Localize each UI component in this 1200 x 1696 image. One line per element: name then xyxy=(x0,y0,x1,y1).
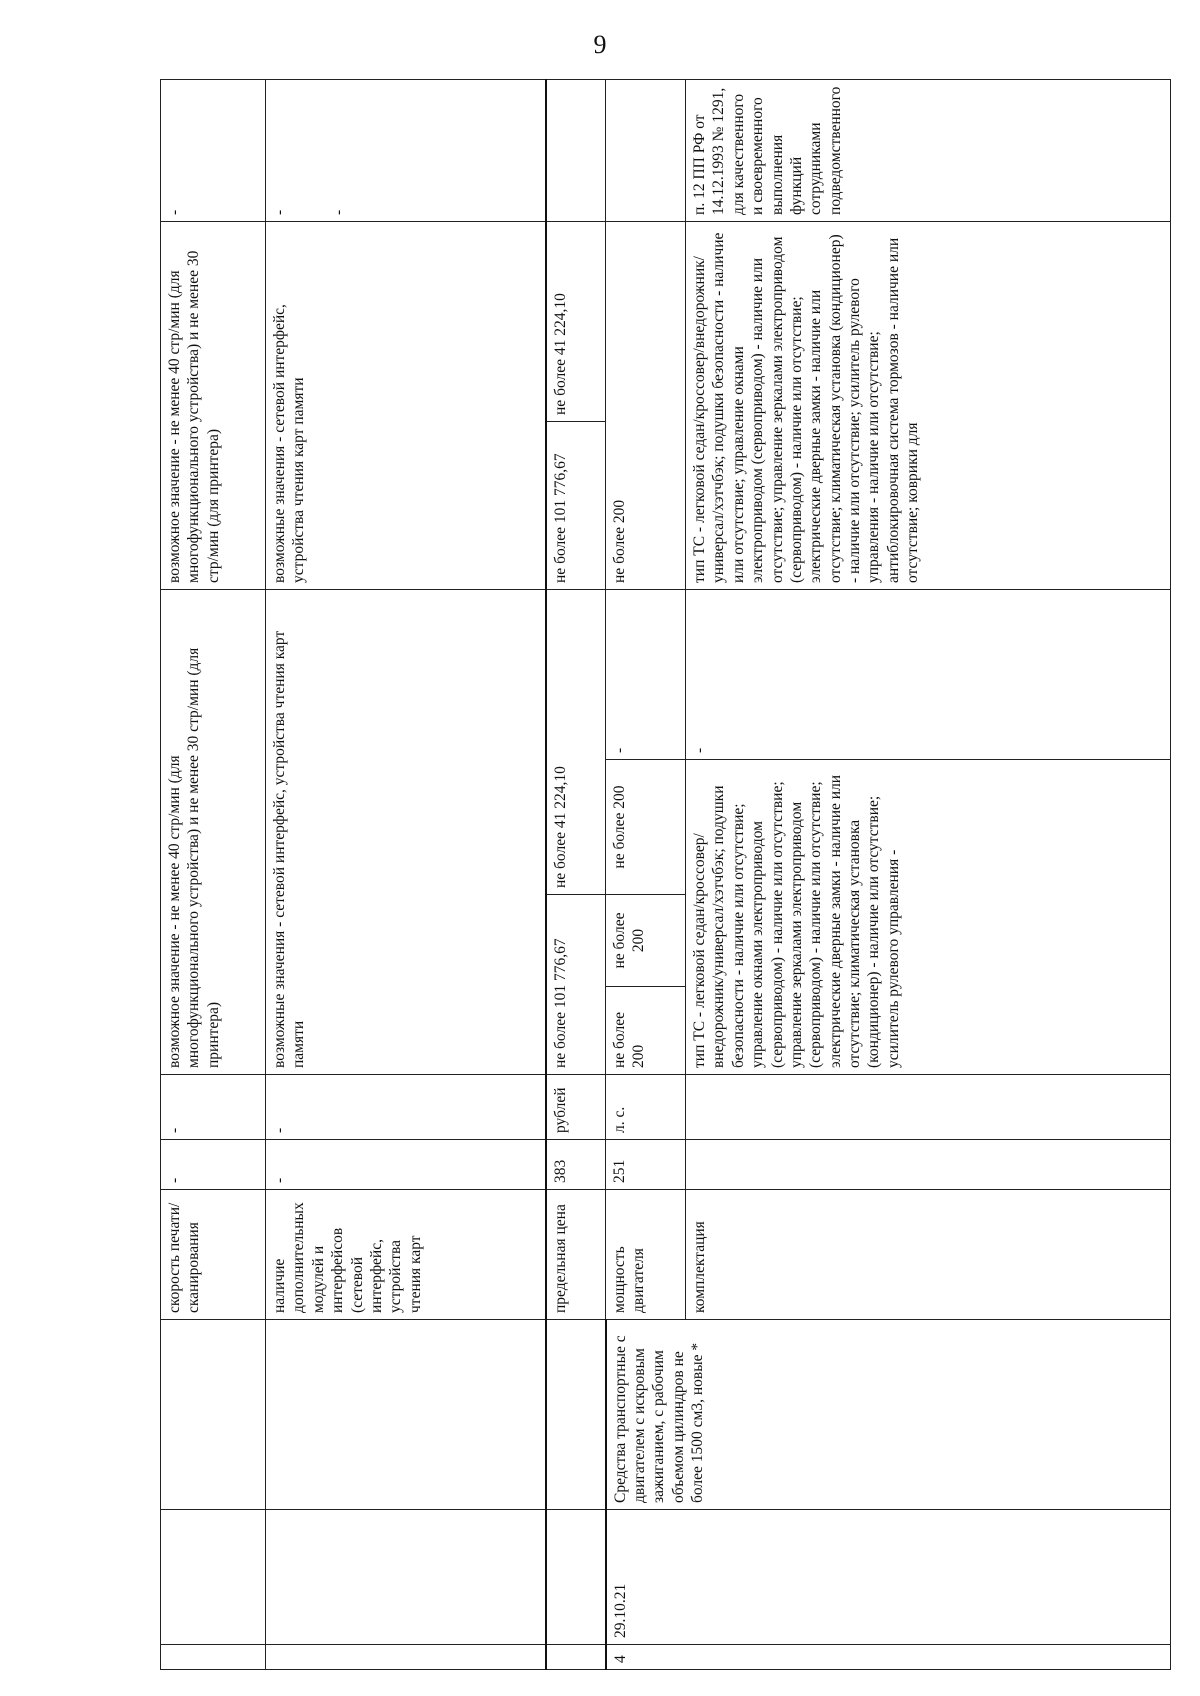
code-cell: - xyxy=(161,1140,266,1190)
power-head-c-cell: не более 200 xyxy=(606,760,686,895)
item-name-cell: Средства транспортные с двигателем с искровым зажиганием, с рабочим объемом цилиндров не более 1500 см3, новые * xyxy=(606,1320,1171,1510)
characteristic-cell: комплектация xyxy=(686,1190,1171,1320)
justification-cell xyxy=(266,79,546,221)
price-other-b-cell: не более 41 224,10 xyxy=(546,221,606,421)
page-number: 9 xyxy=(593,30,607,59)
okpd2-cell xyxy=(266,1510,546,1645)
okpd2-cell xyxy=(161,1510,266,1645)
name-cell xyxy=(546,1320,606,1510)
power-head-b-cell: не более 200 xyxy=(606,895,686,987)
rotated-table-wrapper xyxy=(160,80,1170,1670)
justification-dash-extra: - xyxy=(330,209,348,215)
equipment-head-a-cell: тип ТС - легковой седан/кроссовер/внедорожник/универсал/хэтчбэк; подушки безопасности - наличие или отсутствие; управление окнами электроприводом (сервоприводом) - наличие или отсутствие; управление зеркалами электроприводом (сервоприводом) - наличие или отсутствие; электрические дверные замки - наличие или отсутствие; климатическая установка (кондиционер) - наличие или отсутствие; усилитель рулевого управления - xyxy=(686,760,1171,1075)
characteristic-cell: предельная цена xyxy=(546,1190,606,1320)
value-head-cell: возможные значения - сетевой интерфейс, устройства чтения карт памяти xyxy=(266,589,546,1074)
value-head-cell: возможное значение - не менее 40 стр/мин (для многофункционального устройства) и не менее 30 стр/мин (для принтера) xyxy=(161,589,266,1074)
item-okpd2-cell: 29.10.21 xyxy=(606,1510,1171,1645)
characteristic-cell: наличие дополнительных модулей и интерфейсов (сетевой интерфейс, устройства чтения карт xyxy=(266,1190,546,1320)
unit-cell: рублей xyxy=(546,1075,606,1140)
justification-cell: - xyxy=(161,79,266,221)
price-head-b-cell: не более 41 224,10 xyxy=(546,589,606,894)
table-row xyxy=(606,79,686,1669)
price-other-a-cell: не более 101 776,67 xyxy=(546,421,606,589)
justification-cell: п. 12 ПП РФ от 14.12.1993 № 1291, для качественного и своевременного выполнения функций сотрудниками подведомственного xyxy=(686,79,1171,221)
justification-cell xyxy=(606,79,686,221)
power-other-cell: не более 200 xyxy=(606,221,686,589)
unit-cell xyxy=(686,1075,1171,1140)
justification-cell xyxy=(546,79,606,221)
unit-cell: л. с. xyxy=(606,1075,686,1140)
name-cell xyxy=(161,1320,266,1510)
code-cell: - xyxy=(266,1140,546,1190)
price-head-a-cell: не более 101 776,67 xyxy=(546,895,606,1075)
num-cell xyxy=(546,1645,606,1670)
power-head-a-cell: не более 200 xyxy=(606,987,686,1075)
justification-dash: - xyxy=(271,209,288,215)
requirements-table xyxy=(160,79,1171,1670)
name-cell xyxy=(266,1320,546,1510)
power-head-d-cell: - xyxy=(606,589,686,759)
characteristic-cell: мощность двигателя xyxy=(606,1190,686,1320)
value-other-cell: возможное значение - не менее 40 стр/мин (для многофункционального устройства) и не менее 30 стр/мин (для принтера) xyxy=(161,221,266,589)
okpd2-cell xyxy=(546,1510,606,1645)
unit-cell: - xyxy=(161,1075,266,1140)
code-cell: 251 xyxy=(606,1140,686,1190)
value-other-cell: возможные значения - сетевой интерфейс, устройства чтения карт памяти xyxy=(266,221,546,589)
equipment-head-b-cell: - xyxy=(686,589,1171,759)
equipment-other-cell: тип ТС - легковой седан/кроссовер/внедорожник/универсал/хэтчбэк; подушки безопасности - наличие или отсутствие; управление окнами электроприводом (сервоприводом) - наличие или отсутствие; управление зеркалами электроприводом (сервоприводом) - наличие или отсутствие; электрические дверные замки - наличие или отсутствие; климатическая установка (кондиционер) - наличие или отсутствие; усилитель рулевого управления - наличие или отсутствие; антиблокировочная система тормозов - наличие или отсутствие; коврики для xyxy=(686,221,1171,589)
code-cell: 383 xyxy=(546,1140,606,1190)
unit-cell: - xyxy=(266,1075,546,1140)
code-cell xyxy=(686,1140,1171,1190)
table-row xyxy=(161,79,266,1669)
table-row xyxy=(266,79,546,1669)
characteristic-cell: скорость печати/сканирования xyxy=(161,1190,266,1320)
num-cell xyxy=(161,1645,266,1670)
num-cell xyxy=(266,1645,546,1670)
item-num-cell: 4 xyxy=(606,1645,1171,1670)
table-row xyxy=(546,79,606,1669)
